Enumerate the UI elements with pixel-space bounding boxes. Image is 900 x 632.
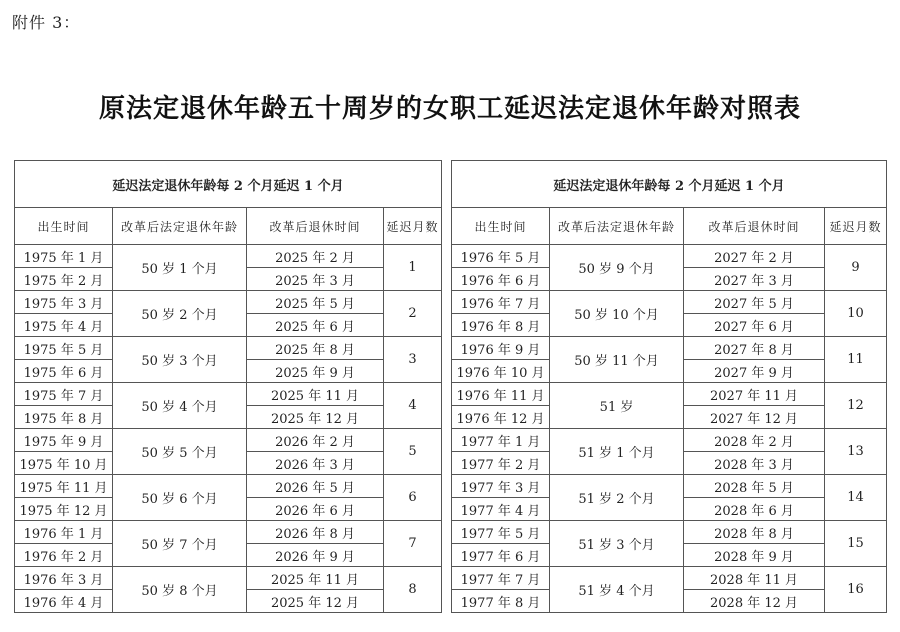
left-delay-cell: 6 [384,475,442,521]
attachment-label: 附件 3： [12,13,81,32]
left-header-birth: 出生时间 [15,208,113,245]
left-delay-cell: 7 [384,521,442,567]
right-age-cell: 51 岁 1 个月 [550,429,684,475]
table-row [15,475,887,498]
table-row [15,245,887,268]
table-gap [442,429,452,452]
right-retire-cell: 2027 年 3 月 [684,268,825,291]
left-age-cell: 50 岁 6 个月 [113,475,247,521]
right-retire-cell: 2027 年 5 月 [684,291,825,314]
left-delay-cell: 8 [384,567,442,613]
right-age-cell: 50 岁 10 个月 [550,291,684,337]
left-retire-cell: 2026 年 8 月 [247,521,384,544]
right-header-delay: 延迟月数 [825,208,887,245]
right-retire-cell: 2028 年 5 月 [684,475,825,498]
right-age-cell: 51 岁 4 个月 [550,567,684,613]
right-birth-cell: 1976 年 12 月 [452,406,550,429]
left-birth-cell: 1976 年 1 月 [15,521,113,544]
left-birth-cell: 1976 年 4 月 [15,590,113,613]
right-delay-cell: 12 [825,383,887,429]
right-birth-cell: 1977 年 7 月 [452,567,550,590]
left-age-cell: 50 岁 4 个月 [113,383,247,429]
left-birth-cell: 1975 年 7 月 [15,383,113,406]
right-delay-cell: 16 [825,567,887,613]
right-birth-cell: 1976 年 8 月 [452,314,550,337]
left-age-cell: 50 岁 1 个月 [113,245,247,291]
left-birth-cell: 1975 年 11 月 [15,475,113,498]
table-gap [442,475,452,498]
table-gap [442,314,452,337]
right-birth-cell: 1977 年 4 月 [452,498,550,521]
left-birth-cell: 1976 年 2 月 [15,544,113,567]
left-retire-cell: 2025 年 3 月 [247,268,384,291]
right-birth-cell: 1977 年 1 月 [452,429,550,452]
table-gap [442,360,452,383]
right-age-cell: 50 岁 11 个月 [550,337,684,383]
left-retire-cell: 2026 年 9 月 [247,544,384,567]
left-birth-cell: 1975 年 4 月 [15,314,113,337]
left-birth-cell: 1976 年 3 月 [15,567,113,590]
left-birth-cell: 1975 年 9 月 [15,429,113,452]
left-retire-cell: 2026 年 3 月 [247,452,384,475]
right-age-cell: 51 岁 2 个月 [550,475,684,521]
left-retire-cell: 2026 年 2 月 [247,429,384,452]
left-birth-cell: 1975 年 6 月 [15,360,113,383]
right-retire-cell: 2027 年 11 月 [684,383,825,406]
right-group-title: 延迟法定退休年龄每 2 个月延迟 1 个月 [452,161,887,208]
table-body [15,245,887,613]
left-birth-cell: 1975 年 12 月 [15,498,113,521]
right-header-birth: 出生时间 [452,208,550,245]
table-row [15,383,887,406]
left-birth-cell: 1975 年 5 月 [15,337,113,360]
right-delay-cell: 13 [825,429,887,475]
right-retire-cell: 2028 年 8 月 [684,521,825,544]
left-retire-cell: 2025 年 8 月 [247,337,384,360]
left-age-cell: 50 岁 8 个月 [113,567,247,613]
left-retire-cell: 2025 年 11 月 [247,567,384,590]
right-age-cell: 51 岁 [550,383,684,429]
table-gap [442,567,452,590]
left-birth-cell: 1975 年 8 月 [15,406,113,429]
right-retire-cell: 2027 年 8 月 [684,337,825,360]
right-retire-cell: 2027 年 2 月 [684,245,825,268]
table-gap [442,291,452,314]
right-birth-cell: 1976 年 9 月 [452,337,550,360]
table-gap [442,498,452,521]
left-retire-cell: 2025 年 5 月 [247,291,384,314]
right-delay-cell: 14 [825,475,887,521]
right-retire-cell: 2028 年 3 月 [684,452,825,475]
table-row [15,337,887,360]
left-delay-cell: 3 [384,337,442,383]
left-age-cell: 50 岁 7 个月 [113,521,247,567]
table-gap [442,337,452,360]
left-retire-cell: 2025 年 9 月 [247,360,384,383]
table-gap [442,383,452,406]
right-birth-cell: 1977 年 3 月 [452,475,550,498]
table-row [15,567,887,590]
right-birth-cell: 1977 年 6 月 [452,544,550,567]
left-retire-cell: 2025 年 11 月 [247,383,384,406]
right-retire-cell: 2028 年 12 月 [684,590,825,613]
left-retire-cell: 2025 年 6 月 [247,314,384,337]
right-header-retire-time: 改革后退休时间 [684,208,825,245]
table-gap [442,521,452,544]
left-retire-cell: 2026 年 5 月 [247,475,384,498]
right-birth-cell: 1976 年 5 月 [452,245,550,268]
left-delay-cell: 5 [384,429,442,475]
left-delay-cell: 1 [384,245,442,291]
left-retire-cell: 2025 年 12 月 [247,406,384,429]
left-group-title: 延迟法定退休年龄每 2 个月延迟 1 个月 [15,161,442,208]
right-birth-cell: 1976 年 10 月 [452,360,550,383]
right-birth-cell: 1977 年 2 月 [452,452,550,475]
left-age-cell: 50 岁 3 个月 [113,337,247,383]
left-birth-cell: 1975 年 10 月 [15,452,113,475]
table-gap [442,268,452,291]
left-header-delay: 延迟月数 [384,208,442,245]
table-gap [442,406,452,429]
right-retire-cell: 2027 年 12 月 [684,406,825,429]
left-delay-cell: 2 [384,291,442,337]
right-retire-cell: 2028 年 2 月 [684,429,825,452]
right-retire-cell: 2027 年 9 月 [684,360,825,383]
right-retire-cell: 2027 年 6 月 [684,314,825,337]
retirement-age-table [14,160,887,613]
left-header-age: 改革后法定退休年龄 [113,208,247,245]
table-gap [442,208,452,245]
right-header-age: 改革后法定退休年龄 [550,208,684,245]
left-retire-cell: 2026 年 6 月 [247,498,384,521]
left-birth-cell: 1975 年 2 月 [15,268,113,291]
right-birth-cell: 1976 年 11 月 [452,383,550,406]
table-row [15,291,887,314]
left-age-cell: 50 岁 2 个月 [113,291,247,337]
right-birth-cell: 1976 年 7 月 [452,291,550,314]
right-age-cell: 51 岁 3 个月 [550,521,684,567]
left-birth-cell: 1975 年 1 月 [15,245,113,268]
right-retire-cell: 2028 年 11 月 [684,567,825,590]
document-title: 原法定退休年龄五十周岁的女职工延迟法定退休年龄对照表 [98,94,801,124]
left-header-retire-time: 改革后退休时间 [247,208,384,245]
right-delay-cell: 10 [825,291,887,337]
table-gap [442,590,452,613]
right-birth-cell: 1977 年 5 月 [452,521,550,544]
right-delay-cell: 11 [825,337,887,383]
table-gap [442,452,452,475]
table-gap [442,544,452,567]
right-delay-cell: 9 [825,245,887,291]
table-gap [442,161,452,208]
left-delay-cell: 4 [384,383,442,429]
right-birth-cell: 1977 年 8 月 [452,590,550,613]
left-age-cell: 50 岁 5 个月 [113,429,247,475]
right-retire-cell: 2028 年 9 月 [684,544,825,567]
left-retire-cell: 2025 年 2 月 [247,245,384,268]
right-retire-cell: 2028 年 6 月 [684,498,825,521]
table-gap [442,245,452,268]
right-age-cell: 50 岁 9 个月 [550,245,684,291]
right-delay-cell: 15 [825,521,887,567]
left-birth-cell: 1975 年 3 月 [15,291,113,314]
left-retire-cell: 2025 年 12 月 [247,590,384,613]
table-row [15,429,887,452]
table-row [15,521,887,544]
right-birth-cell: 1976 年 6 月 [452,268,550,291]
